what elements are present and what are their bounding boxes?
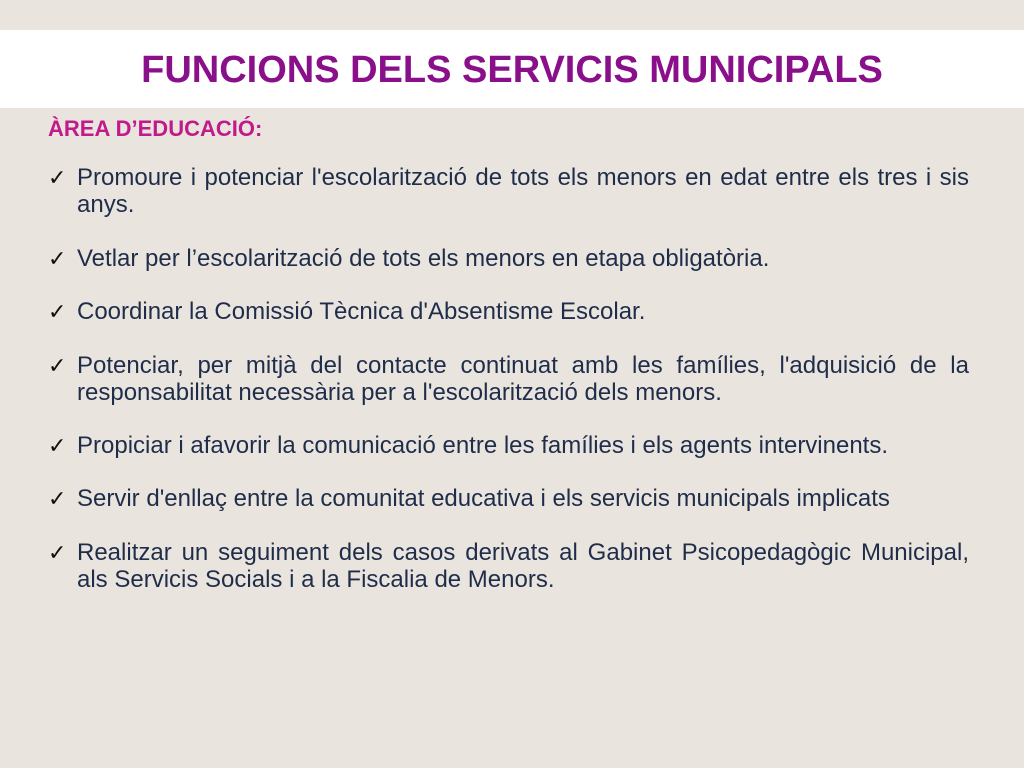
bullet-text: Coordinar la Comissió Tècnica d'Absentisme Escolar. [77, 298, 646, 325]
bullet-text: Realitzar un seguiment dels casos derivats al Gabinet Psicopedagògic Municipal, als Servicis Socials i a la Fiscalia de Menors. [77, 539, 969, 593]
check-mark-icon: ✓ [48, 353, 67, 378]
list-item [48, 539, 969, 593]
bullet-text: Promoure i potenciar l'escolarització de tots els menors en edat entre els tres i sis anys. [77, 164, 969, 218]
bullet-text: Vetlar per l’escolarització de tots els menors en etapa obligatòria. [77, 245, 770, 272]
section-heading: ÀREA D’EDUCACIÓ: [48, 116, 263, 141]
check-mark-icon: ✓ [48, 433, 67, 458]
list-item [48, 164, 969, 218]
check-mark-icon: ✓ [48, 165, 67, 190]
list-item [48, 298, 969, 325]
bullet-text: Servir d'enllaç entre la comunitat educativa i els servicis municipals implicats [77, 485, 890, 512]
bullet-text: Propiciar i afavorir la comunicació entre les famílies i els agents intervinents. [77, 432, 889, 459]
check-mark-icon: ✓ [48, 540, 67, 565]
list-item [48, 432, 969, 459]
list-item [48, 485, 969, 512]
bullet-text: Potenciar, per mitjà del contacte continuat amb les famílies, l'adquisició de la responsabilitat necessària per a l'escolarització dels menors. [77, 352, 969, 406]
check-mark-icon: ✓ [48, 486, 67, 511]
list-item [48, 245, 969, 272]
check-mark-icon: ✓ [48, 299, 67, 324]
slide-title: FUNCIONS DELS SERVICIS MUNICIPALS [141, 49, 883, 91]
list-item [48, 352, 969, 406]
bullet-list [48, 164, 969, 593]
check-mark-icon: ✓ [48, 246, 67, 271]
